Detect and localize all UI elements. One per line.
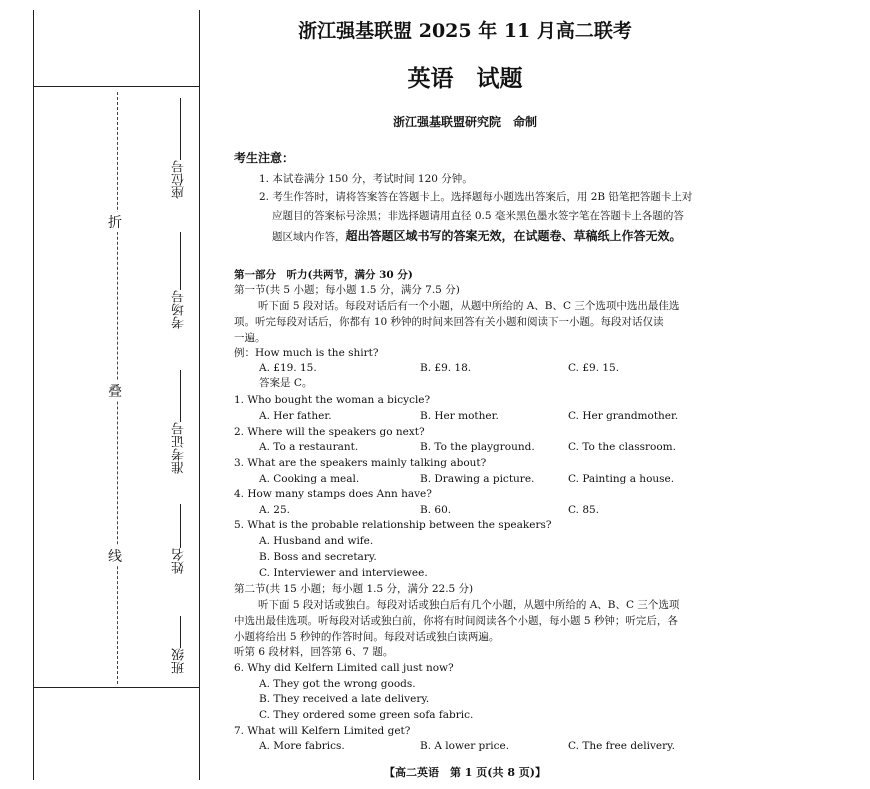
fold-label-xian: 线 <box>108 546 122 566</box>
part1-heading: 第一部分 听力(共两节，满分 30 分) <box>234 269 413 281</box>
exam-room-label: 考场号 <box>172 290 187 329</box>
margin-bottom-rule <box>33 687 199 688</box>
question-5: 5. What is the probable relationship between the speakers? <box>234 519 552 531</box>
page-footer: 【高二英语 第 1 页(共 8 页)】 <box>383 766 547 779</box>
exam-room-field[interactable] <box>170 232 190 329</box>
q2-option-c: C. To the classroom. <box>568 441 676 453</box>
section2-instructions-line-1: 听下面 5 段对话或独白。每段对话或独白后有几个小题，从题中所给的 A、B、C 三个选项 <box>258 599 680 611</box>
exam-title: 浙江强基联盟 2025 年 11 月高二联考 <box>298 20 632 42</box>
fold-label-zhe: 折 <box>108 212 122 232</box>
notice-heading: 考生注意： <box>234 151 295 165</box>
q4-option-c: C. 85. <box>568 504 600 516</box>
notice-item-1: 1. 本试卷满分 150 分，考试时间 120 分钟。 <box>259 173 473 185</box>
q5-option-a: A. Husband and wife. <box>259 535 374 547</box>
q1-option-a: A. Her father. <box>259 410 332 422</box>
name-label: 姓名 <box>172 548 187 574</box>
example-question: 例：How much is the shirt? <box>234 347 379 359</box>
notice-item-2-line-2: 应题目的答案标号涂黑；非选择题请用直径 0.5 毫米黑色墨水签字笔在答题卡上各题的答 <box>272 210 684 222</box>
q3-option-b: B. Drawing a picture. <box>420 473 535 485</box>
admission-number-label: 准考证号 <box>172 422 187 474</box>
example-option-a: A. £19. 15. <box>259 362 317 374</box>
notice-item-2-line-3 <box>272 229 682 244</box>
section1-instructions-line-2: 项。听完每段对话后，你都有 10 秒钟的时间来回答有关小题和阅读下一小题。每段对话仅读 <box>234 316 664 328</box>
seat-number-label: 座位号 <box>172 160 187 199</box>
exam-subtitle: 英语 试题 <box>407 65 523 92</box>
example-option-c: C. £9. 15. <box>568 362 620 374</box>
section1-instructions-line-3: 一遍。 <box>234 332 266 344</box>
section2-instructions-line-3: 小题将给出 5 秒钟的作答时间。每段对话或独白读两遍。 <box>234 631 500 643</box>
q3-option-c: C. Painting a house. <box>568 473 675 485</box>
question-2: 2. Where will the speakers go next? <box>234 426 425 438</box>
section1-instructions-line-1: 听下面 5 段对话。每段对话后有一个小题，从题中所给的 A、B、C 三个选项中选出最佳选 <box>258 300 680 312</box>
q5-option-b: B. Boss and secretary. <box>259 551 377 563</box>
q7-option-c: C. The free delivery. <box>568 740 676 752</box>
notice-item-2-line-3-bold: 超出答题区域书写的答案无效，在试题卷、草稿纸上作答无效。 <box>345 229 682 243</box>
section2-heading: 第二节(共 15 小题；每小题 1.5 分，满分 22.5 分) <box>234 583 474 595</box>
q7-option-b: B. A lower price. <box>420 740 510 752</box>
q7-option-a: A. More fabrics. <box>259 740 345 752</box>
q2-option-a: A. To a restaurant. <box>259 441 359 453</box>
q6-option-c: C. They ordered some green sofa fabric. <box>259 709 474 721</box>
q5-option-c: C. Interviewer and interviewee. <box>259 567 428 579</box>
question-4: 4. How many stamps does Ann have? <box>234 488 432 500</box>
q6-option-b: B. They received a late delivery. <box>259 693 430 705</box>
class-field[interactable] <box>170 616 190 674</box>
question-7: 7. What will Kelfern Limited get? <box>234 725 411 737</box>
question-1: 1. Who bought the woman a bicycle? <box>234 394 431 406</box>
admission-number-field[interactable] <box>170 370 190 474</box>
q1-option-c: C. Her grandmother. <box>568 410 679 422</box>
section2-instructions-line-2: 中选出最佳选项。听每段对话或独白前，你将有时间阅读各个小题，每小题 5 秒钟；听完后，各 <box>234 615 678 627</box>
exam-author: 浙江强基联盟研究院 命制 <box>392 115 537 129</box>
class-label: 班级 <box>172 648 187 674</box>
q3-option-a: A. Cooking a meal. <box>259 473 360 485</box>
q4-option-a: A. 25. <box>259 504 290 516</box>
material-6-heading: 听第 6 段材料，回答第 6、7 题。 <box>234 646 394 658</box>
example-answer: 答案是 C。 <box>259 377 313 389</box>
q6-option-a: A. They got the wrong goods. <box>259 678 416 690</box>
notice-item-2-line-1: 2. 考生作答时，请将答案答在答题卡上。选择题每小题选出答案后，用 2B 铅笔把答题卡上对 <box>259 191 693 203</box>
q2-option-b: B. To the playground. <box>420 441 535 453</box>
fold-label-die: 叠 <box>108 381 122 401</box>
q1-option-b: B. Her mother. <box>420 410 499 422</box>
q4-option-b: B. 60. <box>420 504 452 516</box>
question-6: 6. Why did Kelfern Limited call just now? <box>234 662 454 674</box>
question-3: 3. What are the speakers mainly talking about? <box>234 457 487 469</box>
section1-heading: 第一节(共 5 小题；每小题 1.5 分，满分 7.5 分) <box>234 284 460 296</box>
name-field[interactable] <box>170 504 190 574</box>
example-option-b: B. £9. 18. <box>420 362 472 374</box>
notice-item-2-line-3-normal: 题区域内作答， <box>272 231 346 243</box>
